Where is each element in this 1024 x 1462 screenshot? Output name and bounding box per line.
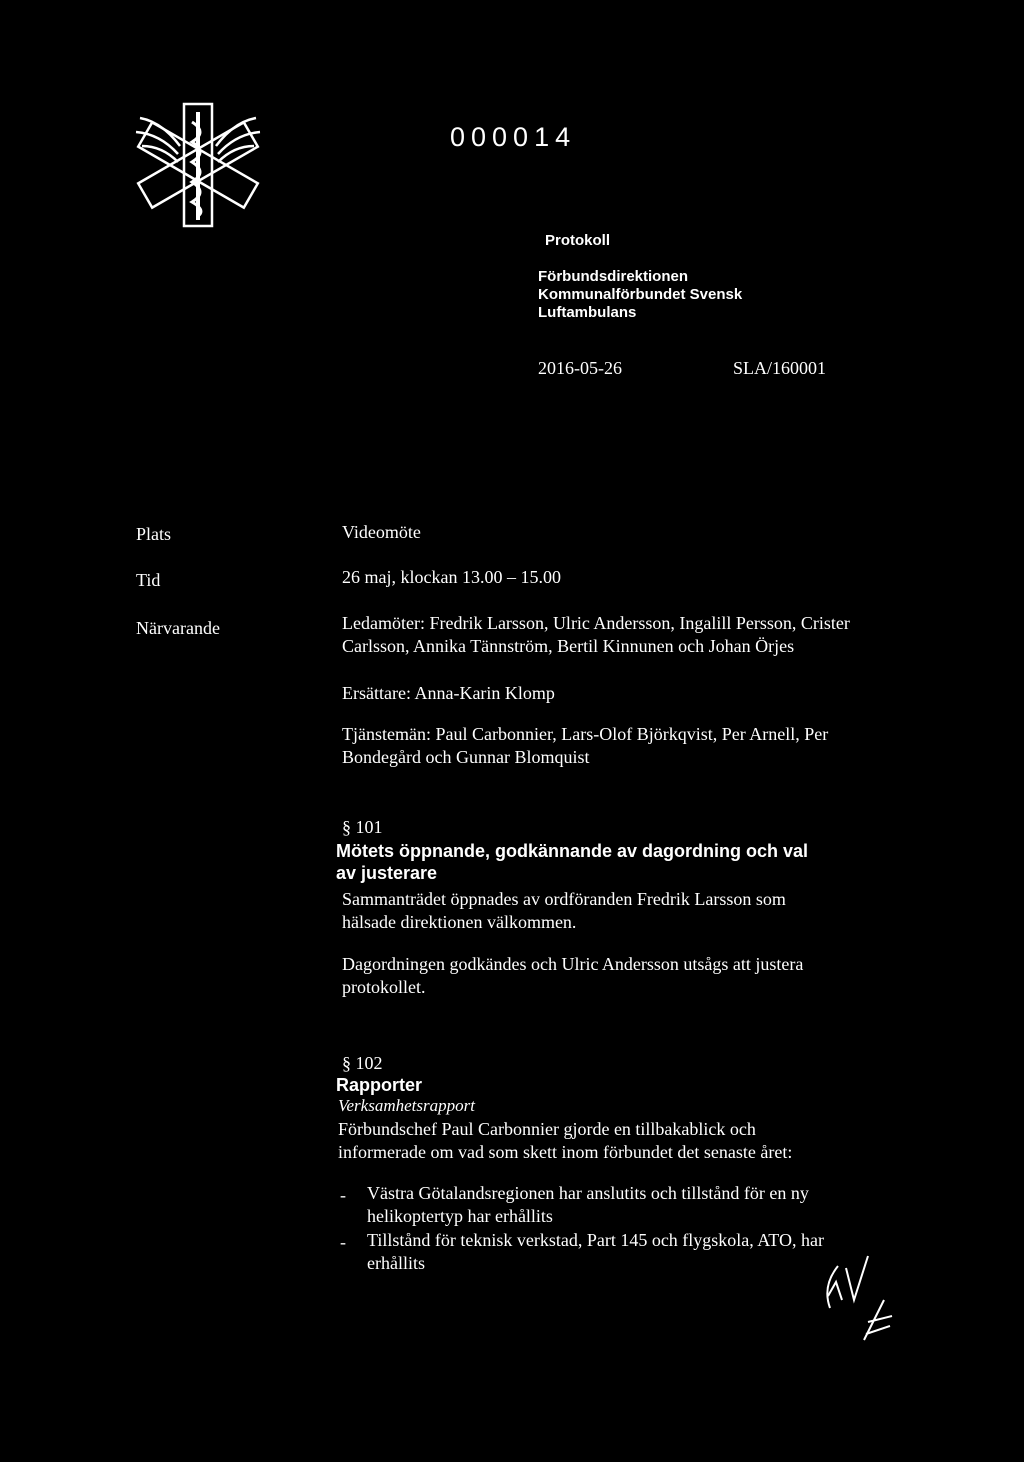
signature-initials-icon [808,1238,908,1348]
bullet-marker: - [340,1185,346,1205]
bullet-marker: - [340,1232,346,1252]
org-line: Luftambulans [538,304,637,321]
document-reference: SLA/160001 [733,358,827,378]
text-line: erhållits [367,1253,425,1273]
text-line: Ledamöter: Fredrik Larsson, Ulric Andersson, Ingalill Persson, Crister [342,613,850,633]
section-title: Rapporter [336,1075,423,1095]
tjanstemann-text [342,723,828,769]
text-line: helikoptertyp har erhållits [367,1206,553,1226]
plats-value: Videomöte [342,522,421,542]
section-paragraph [342,953,803,999]
section-number: § 101 [342,817,383,837]
org-line: Kommunalförbundet Svensk [538,286,743,303]
list-item [367,1182,809,1228]
org-line: Förbundsdirektionen [538,268,688,285]
section-number: § 102 [342,1053,383,1073]
text-line: informerade om vad som skett inom förbundet det senaste året: [338,1142,793,1162]
star-of-life-logo-icon [132,98,264,232]
text-line: Dagordningen godkändes och Ulric Andersson utsågs att justera [342,954,804,974]
document-type: Protokoll [545,232,611,249]
section-paragraph [338,1118,792,1164]
text-line: Bondegård och Gunnar Blomquist [342,747,590,767]
section-subtitle: Verksamhetsrapport [338,1096,475,1115]
text-line: Tillstånd för teknisk verkstad, Part 145 och flygskola, ATO, har [367,1230,824,1250]
section-title [336,840,808,884]
tid-label: Tid [136,570,161,590]
ledamoter-text [342,612,850,658]
text-line: protokollet. [342,977,426,997]
tid-value: 26 maj, klockan 13.00 – 15.00 [342,567,561,587]
title-line: av justerare [336,863,438,883]
narvarande-label: Närvarande [136,618,220,638]
text-line: Västra Götalandsregionen har anslutits och tillstånd för en ny [367,1183,809,1203]
organization-block [538,268,742,322]
section-paragraph [342,888,786,934]
ersattare-text: Ersättare: Anna-Karin Klomp [342,683,555,703]
text-line: Tjänstemän: Paul Carbonnier, Lars-Olof Björkqvist, Per Arnell, Per [342,724,829,744]
text-line: Förbundschef Paul Carbonnier gjorde en tillbakablick och [338,1119,756,1139]
title-line: Mötets öppnande, godkännande av dagordning och val [336,841,809,861]
text-line: Carlsson, Annika Tännström, Bertil Kinnunen och Johan Örjes [342,636,795,656]
plats-label: Plats [136,524,172,544]
list-item [367,1229,824,1275]
text-line: hälsade direktionen välkommen. [342,912,577,932]
text-line: Sammanträdet öppnades av ordföranden Fredrik Larsson som [342,889,786,909]
document-number: 000014 [450,122,577,152]
document-date: 2016-05-26 [538,358,622,378]
